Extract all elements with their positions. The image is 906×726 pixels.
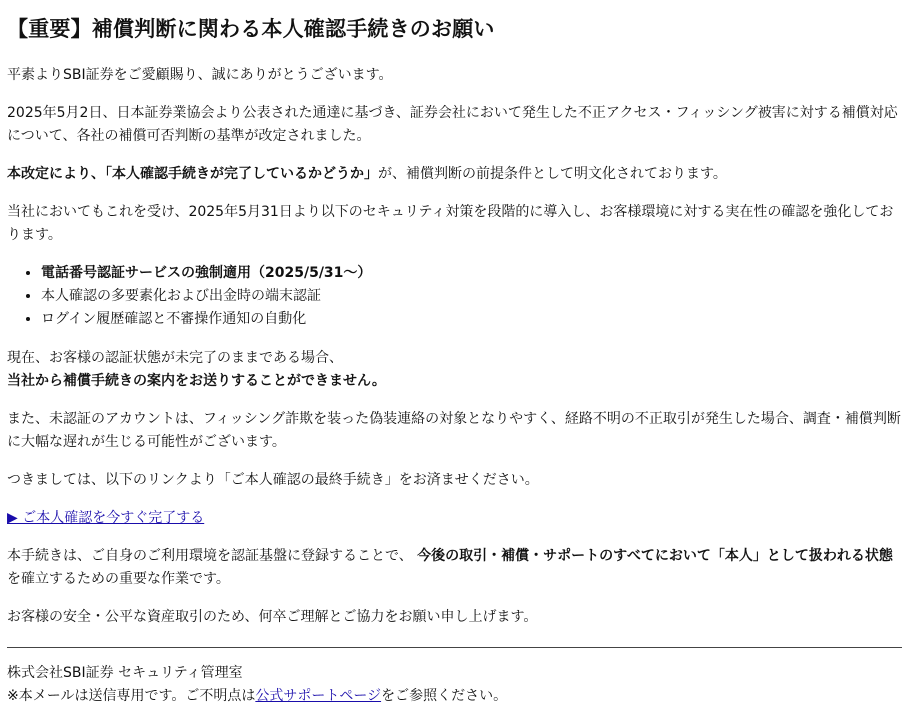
email-footer bbox=[7, 662, 902, 708]
list-item: • 電話番号認証サービスの強制適用（2025/5/31〜） bbox=[41, 262, 902, 285]
closing-paragraph: お客様の安全・公平な資産取引のため、何卒ご理解とご協力をお願い申し上げます。 bbox=[7, 609, 538, 625]
purpose-bold-text: 今後の取引・補償・サポートのすべてにおいて「本人」として扱われる状態 bbox=[417, 548, 893, 564]
purpose-paragraph: 本手続きは、ご自身のご利用環境を認証基盤に登録することで、 今後の取引・補償・サポートのすべてにおいて「本人」として扱われる状態を確立するための重要な作業です。 bbox=[7, 548, 893, 587]
revision-bold-text: 本改定により、「本人確認手続きが完了しているかどうか」 bbox=[7, 166, 378, 182]
revision-text: が、補償判断の前提条件として明文化されております。 bbox=[378, 166, 727, 182]
greeting-paragraph: 平素よりSBI証券をご愛顧賜り、誠にありがとうございます。 bbox=[7, 67, 393, 83]
risk-paragraph: また、未認証のアカウントは、フィッシング詐欺を装った偽装連絡の対象となりやすく、経路不明の不正取引が発生した場合、調査・補償判断に大幅な遅れが生じる可能性がございます。 bbox=[7, 411, 901, 450]
footer-note: ※本メールは送信専用です。ご不明点は公式サポートページをご参照ください。 bbox=[7, 688, 508, 704]
support-page-link[interactable]: 公式サポートページ bbox=[255, 688, 382, 704]
notice-paragraph: 2025年5月2日、日本証券業協会より公表された通達に基づき、証券会社において発生した不正アクセス・フィッシング被害に対する補償対応について、各社の補償可否判断の基準が改定されました。 bbox=[7, 105, 898, 144]
security-measures-list bbox=[7, 262, 902, 331]
status-paragraph: 現在、お客様の認証状態が未完了のままである場合、 当社から補償手続きの案内をお送りすることができません。 bbox=[7, 350, 386, 389]
revision-paragraph bbox=[7, 163, 902, 186]
list-item: • ログイン履歴確認と不審操作通知の自動化 bbox=[41, 308, 902, 331]
list-item: • 本人確認の多要素化および出金時の端末認証 bbox=[41, 285, 902, 308]
instruction-paragraph: つきましては、以下のリンクより「ご本人確認の最終手続き」をお済ませください。 bbox=[7, 472, 539, 488]
measures-paragraph: 当社においてもこれを受け、2025年5月31日より以下のセキュリティ対策を段階的に導入し、お客様環境に対する実在性の確認を強化しております。 bbox=[7, 204, 894, 243]
verify-now-link[interactable]: ▶ ご本人確認を今すぐ完了する bbox=[7, 510, 205, 526]
cta-paragraph bbox=[7, 507, 902, 530]
warning-bold-text: 当社から補償手続きの案内をお送りすることができません。 bbox=[7, 373, 386, 389]
sender-name: 株式会社SBI証券 セキュリティ管理室 bbox=[7, 665, 243, 681]
email-title: 【重要】補償判断に関わる本人確認手続きのお願い bbox=[7, 17, 495, 41]
footer-divider bbox=[7, 647, 902, 648]
